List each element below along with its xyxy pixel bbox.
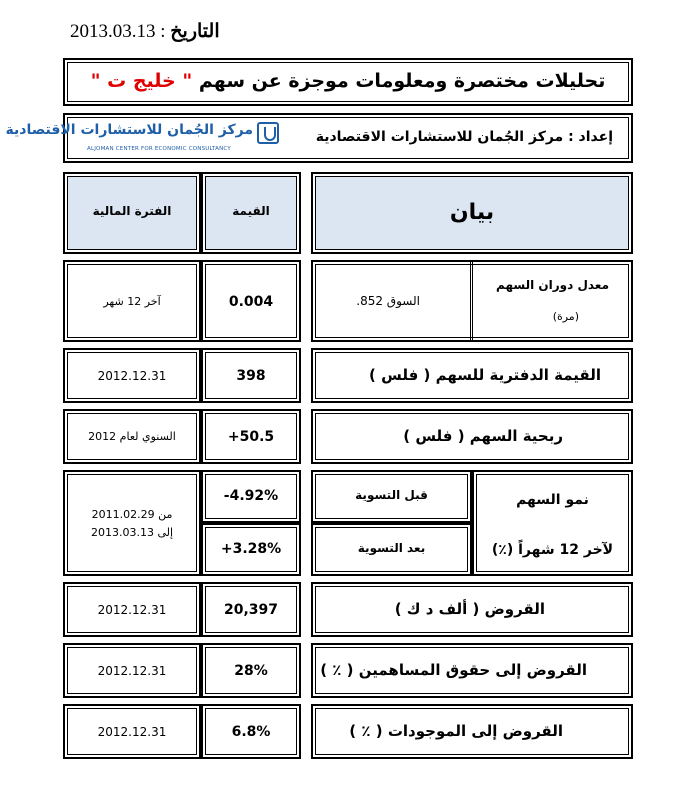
growth-period-cell: من 2011.02.29 إلى 2013.03.13 bbox=[63, 470, 201, 576]
growth-after-value-cell: +3.28% bbox=[201, 523, 301, 576]
eps-value-cell: +50.5 bbox=[201, 409, 301, 464]
book-period-cell: 2012.12.31 bbox=[63, 348, 201, 403]
header-period: الفترة المالية bbox=[63, 172, 201, 254]
title-text: تحليلات مختصرة ومعلومات موجزة عن سهم bbox=[198, 70, 606, 92]
logo bbox=[5, 121, 285, 157]
table-row-loans-assets: القروض إلى الموجودات ( ٪ ) bbox=[311, 704, 633, 759]
growth-before-value-cell: -4.92% bbox=[201, 470, 301, 523]
turnover-unit: (مرة) bbox=[552, 310, 579, 323]
table-row-loans: القروض ( ألف د ك ) bbox=[311, 582, 633, 637]
turnover-value: 0.004 bbox=[228, 294, 274, 310]
loans-equity-value-cell: 28% bbox=[201, 643, 301, 698]
growth-before-label-cell: قبل التسوية bbox=[311, 470, 472, 523]
logo-english: ALJOMAN CENTER FOR ECONOMIC CONSULTANCY bbox=[87, 146, 231, 152]
table-row-book-value: القيمة الدفترية للسهم ( فلس ) bbox=[311, 348, 633, 403]
loans-assets-value-cell: 6.8% bbox=[201, 704, 301, 759]
page-title bbox=[65, 70, 631, 92]
title-stock: " خليج ت " bbox=[90, 70, 193, 92]
turnover-market: السوق 852. bbox=[356, 294, 420, 308]
turnover-period: آخر 12 شهر bbox=[103, 295, 161, 308]
loans-assets-period-cell: 2012.12.31 bbox=[63, 704, 201, 759]
eps-period-cell: السنوي لعام 2012 bbox=[63, 409, 201, 464]
loans-value-cell: 20,397 bbox=[201, 582, 301, 637]
title-box bbox=[63, 58, 633, 106]
turnover-period-cell bbox=[63, 260, 201, 342]
table-row-growth: نمو السهم لآخر 12 شهراً (٪) bbox=[472, 470, 633, 576]
turnover-label: معدل دوران السهم bbox=[496, 278, 609, 292]
header-statement: بيان bbox=[311, 172, 633, 254]
loans-equity-period-cell: 2012.12.31 bbox=[63, 643, 201, 698]
logo-arabic: مركز الجُمان للاستشارات الاقتصادية bbox=[5, 122, 253, 138]
date-label: التاريخ bbox=[170, 21, 220, 42]
table-row-loans-equity: القروض إلى حقوق المساهمين ( ٪ ) bbox=[311, 643, 633, 698]
growth-after-label-cell: بعد التسوية bbox=[311, 523, 472, 576]
author-box bbox=[5, 113, 633, 163]
report-date: 2013.03.13 : التاريخ bbox=[70, 21, 220, 42]
author-label: إعداد : مركز الجُمان للاستشارات الاقتصادية bbox=[315, 129, 613, 145]
date-value: 2013.03.13 bbox=[70, 21, 156, 42]
loans-period-cell: 2012.12.31 bbox=[63, 582, 201, 637]
logo-mark-icon bbox=[257, 122, 279, 144]
book-value-cell: 398 bbox=[201, 348, 301, 403]
turnover-value-cell bbox=[201, 260, 301, 342]
header-value: القيمة bbox=[201, 172, 301, 254]
table-row-eps: ربحية السهم ( فلس ) bbox=[311, 409, 633, 464]
